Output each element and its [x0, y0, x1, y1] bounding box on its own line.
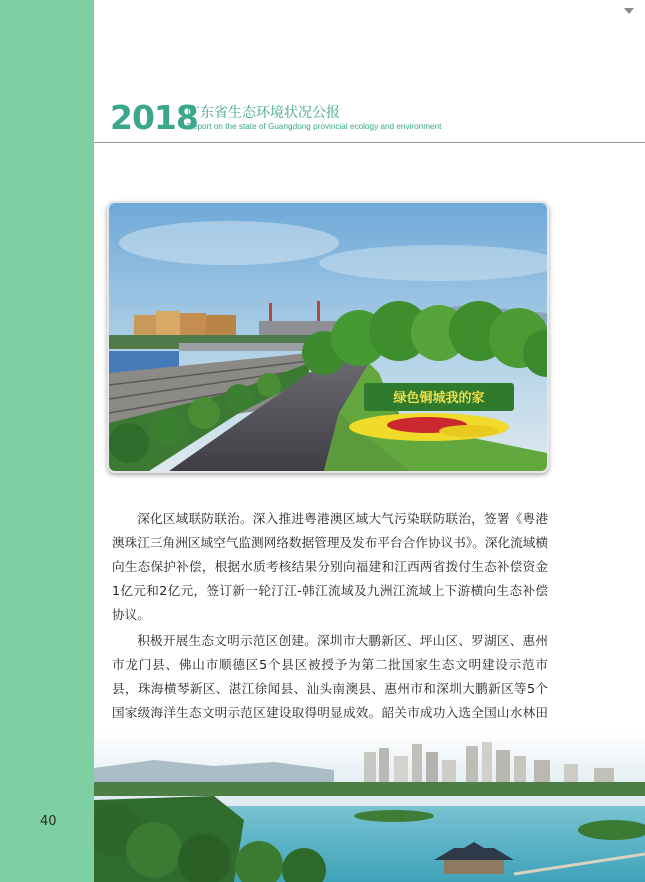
top-photo-scene	[109, 203, 547, 471]
header-divider	[94, 142, 645, 143]
side-color-band	[0, 0, 94, 882]
paragraph-regional-joint-control: 深化区域联防联治。深入推进粤港澳区域大气污染联防联治，签署《粤港澳珠江三角洲区域空气监测网络数据管理及发布平台合作协议书》。深化流域横向生态保护补偿，根据水质考核结果分别向福建和江西两省拨付生态补偿资金1亿元和2亿元，签订新一轮汀江-韩江流域及九洲江流域上下游横向生态补偿协议。	[112, 511, 548, 622]
bottom-photo-scene	[94, 730, 645, 882]
body-text	[112, 507, 548, 751]
sign-text: 绿色铜城我的家	[393, 391, 485, 406]
bottom-photo	[94, 730, 645, 882]
report-title-cn: 广东省生态环境状况公报	[186, 105, 340, 121]
report-year: 2018	[110, 98, 198, 137]
top-photo	[107, 201, 549, 473]
page-number: 40	[40, 814, 57, 829]
corner-triangle-mark	[624, 8, 634, 14]
paragraph-eco-demonstration-zones: 积极开展生态文明示范区创建。深圳市大鹏新区、坪山区、罗湖区、惠州市龙门县、佛山市顺德区5个县区被授予为第二批国家生态文明建设示范市县，珠海横琴新区、湛江徐闻县、汕头南澳县、惠州市和深圳大鹏新区等5个国家级海洋生态文明示范区建设取得明显成效。韶关市成功入选全国山水林田	[112, 633, 548, 720]
report-title-en: Report on the state of Guangdong provincial ecology and environment	[187, 122, 442, 131]
